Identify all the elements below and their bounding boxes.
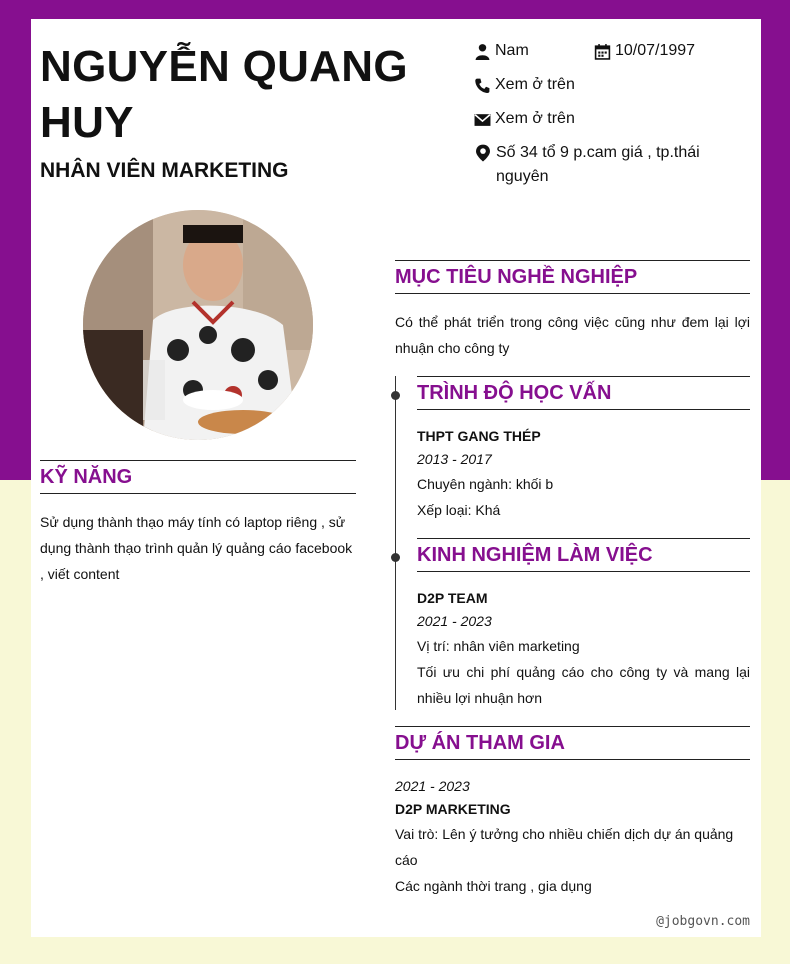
- project-industries: Các ngành thời trang , gia dụng: [395, 878, 592, 894]
- education-school: THPT GANG THÉP: [417, 428, 541, 444]
- avatar: [83, 210, 313, 440]
- birthdate-value: 10/07/1997: [615, 42, 696, 59]
- address-value: Số 34 tổ 9 p.cam giá , tp.thái nguyên: [496, 144, 700, 185]
- experience-title: KINH NGHIỆM LÀM VIỆC: [417, 538, 750, 572]
- skills-title: KỸ NĂNG: [40, 460, 356, 494]
- phone-value: Xem ở trên: [495, 76, 575, 93]
- timeline-dot-experience: [391, 553, 400, 562]
- job-title: NHÂN VIÊN MARKETING: [40, 159, 289, 182]
- candidate-name: NGUYỄN QUANG HUY: [40, 42, 408, 147]
- experience-company: D2P TEAM: [417, 590, 488, 606]
- cv-paper: [31, 19, 761, 937]
- email-row: [474, 107, 575, 131]
- timeline-dot-education: [391, 391, 400, 400]
- projects-title: DỰ ÁN THAM GIA: [395, 726, 750, 760]
- education-rank: Xếp loại: Khá: [417, 502, 501, 518]
- objective-text: Có thể phát triển trong công việc cũng như đem lại lợi nhuận cho công ty: [395, 314, 750, 356]
- education-title: TRÌNH ĐỘ HỌC VẤN: [417, 376, 750, 410]
- education-period: 2013 - 2017: [417, 451, 492, 467]
- project-period: 2021 - 2023: [395, 778, 470, 794]
- address-row: [474, 141, 714, 189]
- birthdate-row: [594, 39, 695, 63]
- experience-position: Vị trí: nhân viên marketing: [417, 638, 580, 654]
- phone-row: [474, 73, 575, 97]
- timeline-line: [395, 376, 396, 710]
- objective-title: MỤC TIÊU NGHỀ NGHIỆP: [395, 260, 750, 294]
- phone-icon: [474, 77, 491, 94]
- skills-text: Sử dụng thành thạo máy tính có laptop riêng , sử dụng thành thạo trình quản lý quảng cáo facebook , viết content: [40, 514, 353, 582]
- gender-value: Nam: [495, 42, 529, 59]
- calendar-icon: [594, 43, 611, 60]
- gender-row: [474, 39, 529, 63]
- email-value: Xem ở trên: [495, 110, 575, 127]
- watermark: @jobgovn.com: [656, 914, 750, 929]
- education-major: Chuyên ngành: khối b: [417, 476, 554, 492]
- project-role: Vai trò: Lên ý tưởng cho nhiều chiến dịch dự án quảng cáo: [395, 826, 734, 868]
- profile-photo: [83, 210, 313, 440]
- project-name: D2P MARKETING: [395, 801, 511, 817]
- user-icon: [474, 43, 491, 60]
- experience-description: Tối ưu chi phí quảng cáo cho công ty và mang lại nhiều lợi nhuận hơn: [417, 664, 750, 706]
- mail-icon: [474, 111, 491, 128]
- location-pin-icon: [474, 143, 492, 163]
- experience-period: 2021 - 2023: [417, 613, 492, 629]
